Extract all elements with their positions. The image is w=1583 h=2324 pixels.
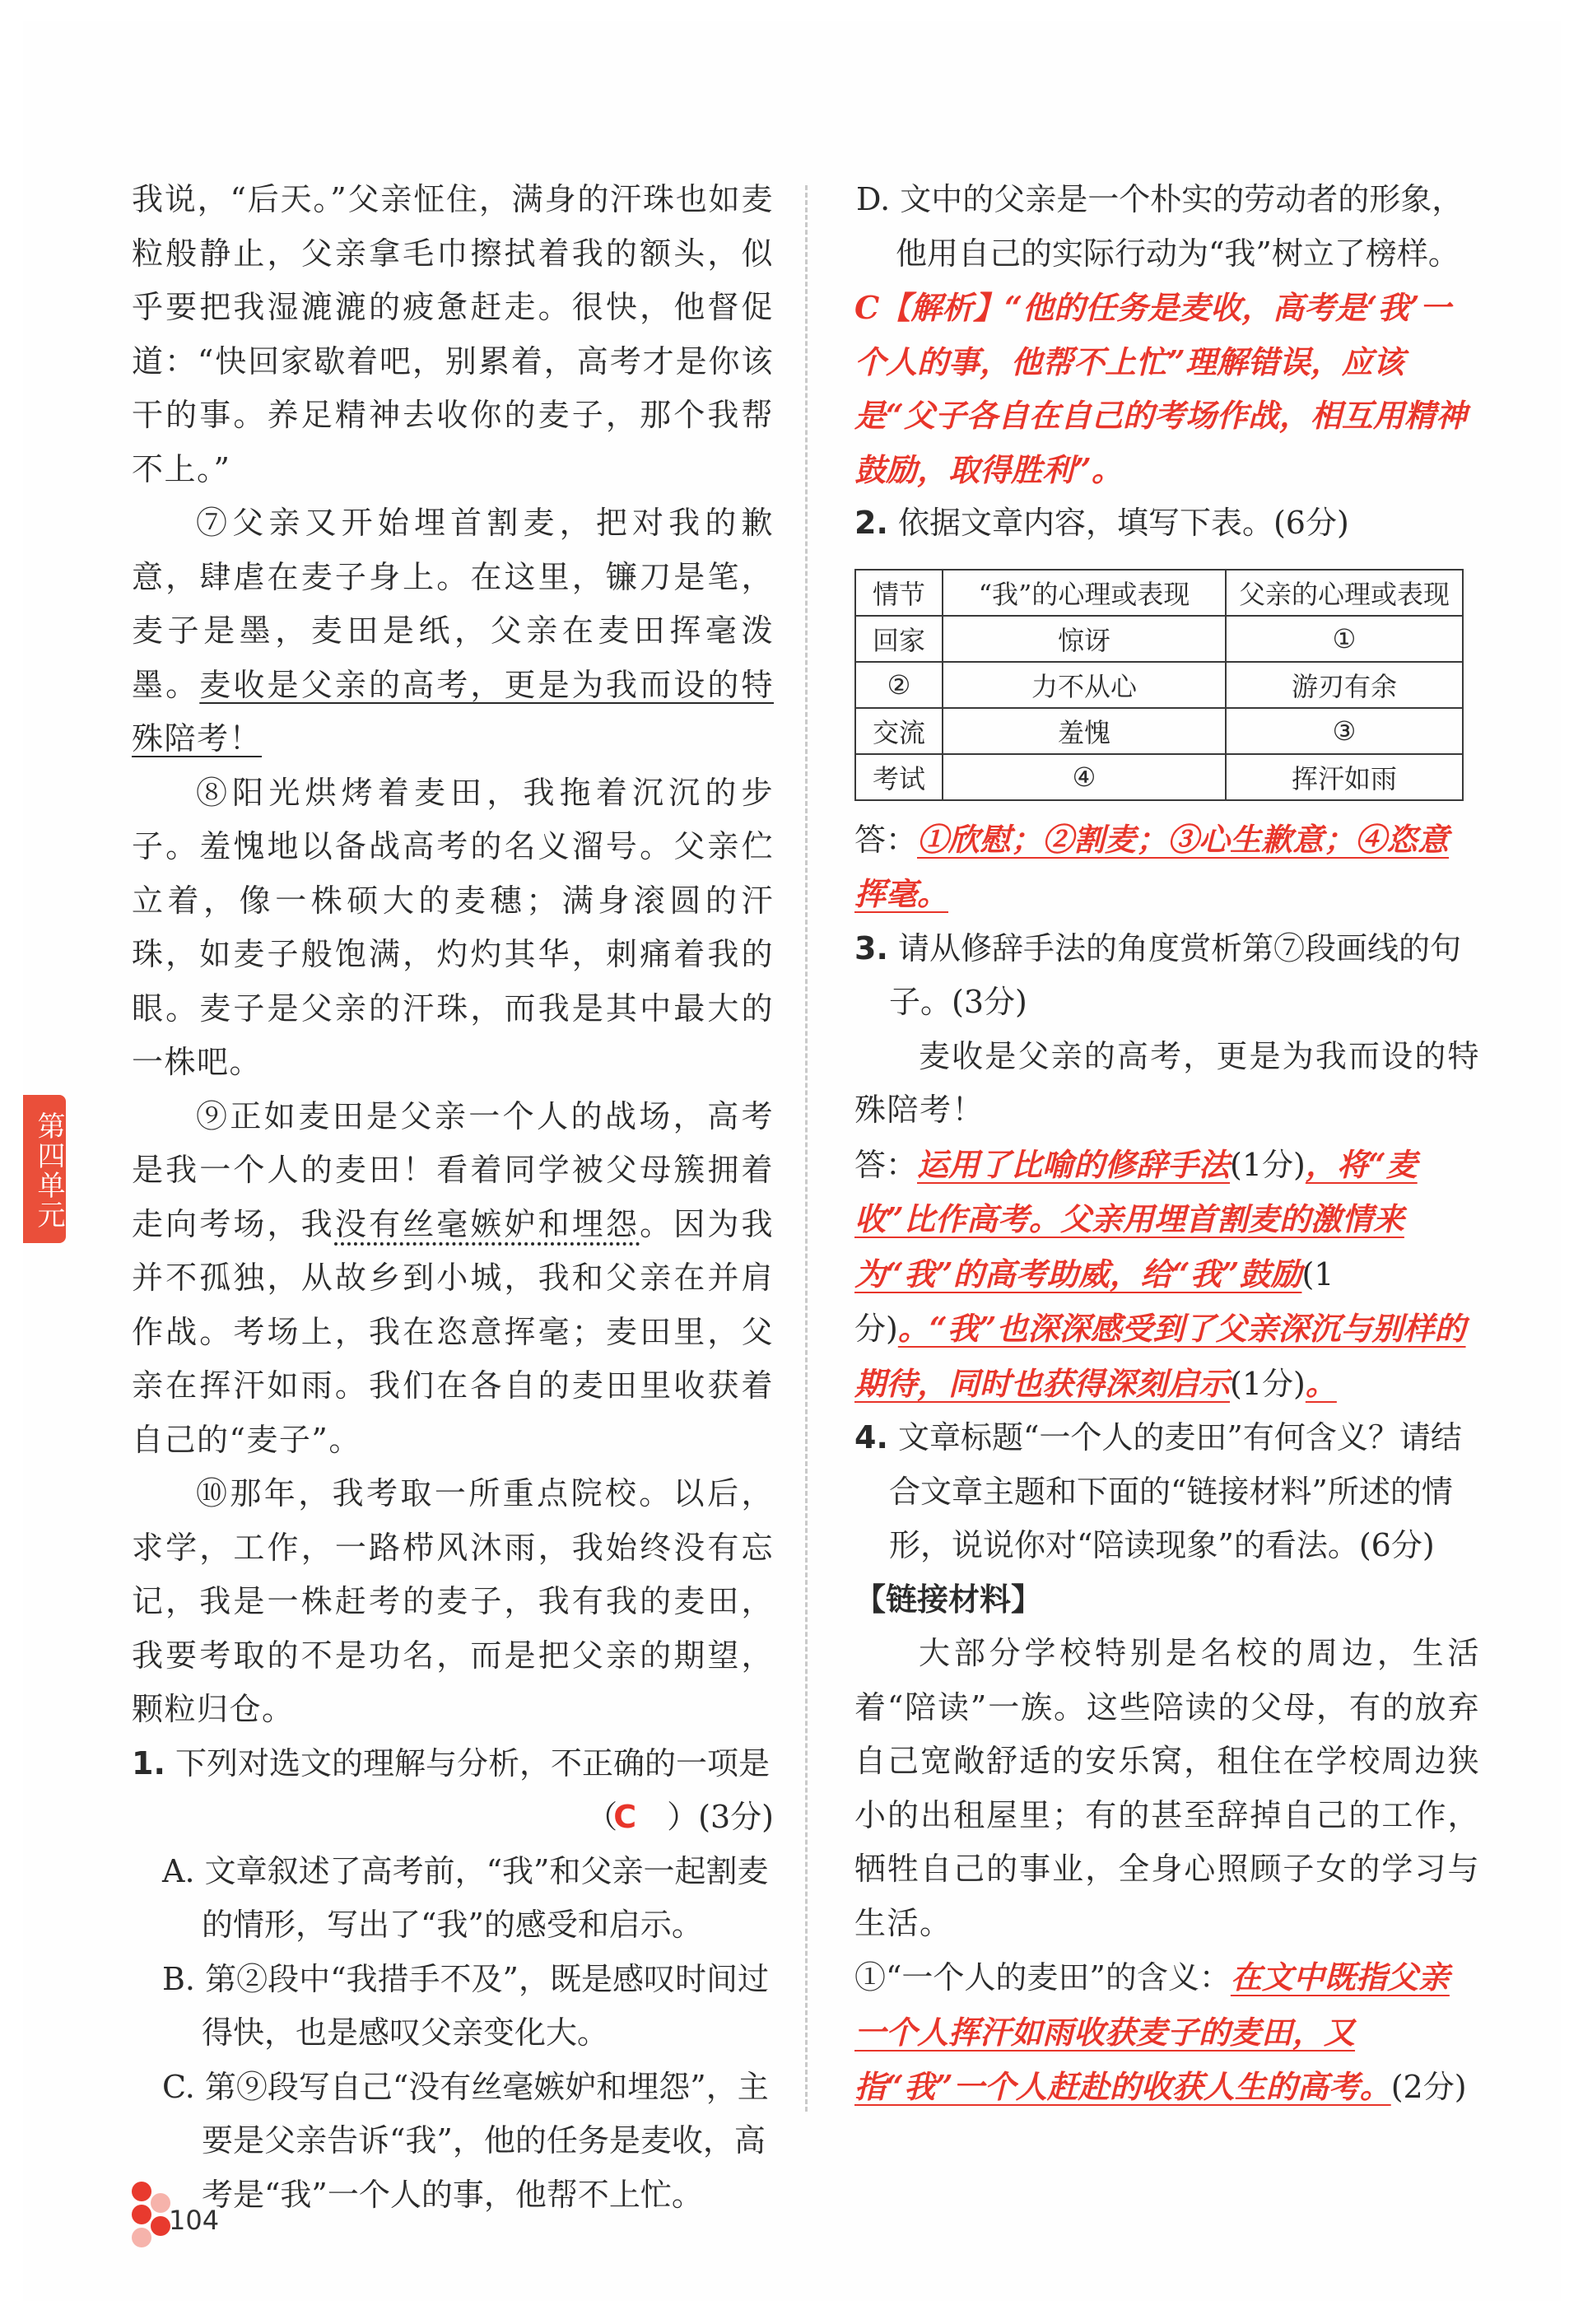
table-cell: 惊讶 xyxy=(943,616,1226,662)
paragraph-9 xyxy=(132,1090,774,1468)
question-3-answer-part: ，将“麦收”比作高考。父亲用埋首割麦的激情来为“我”的高考助威，给“我”鼓励 xyxy=(854,1145,1418,1292)
question-4-sub-1 xyxy=(854,1950,1480,2115)
table-header-cell: “我”的心理或表现 xyxy=(943,570,1226,616)
paragraph-intro-text: 我说，“后天。”父亲怔住，满身的汗珠也如麦粒般静止，父亲拿毛巾擦拭着我的额头，似乎要把我湿漉漉的疲惫赶走。很快，他督促道：“快回家歇着吧，别累着，高考才是你该干的事。养足精神去收你的麦子，那个我帮不上。” xyxy=(132,181,774,487)
table-cell: 羞愧 xyxy=(943,708,1226,754)
unit-side-tab: 第四单元 xyxy=(23,1095,66,1243)
table-row xyxy=(855,616,1463,662)
table-cell: 挥汗如雨 xyxy=(1226,754,1463,800)
paragraph-8-text: ⑧阳光烘烤着麦田，我拖着沉沉的步子。羞愧地以备战高考的名义溜号。父亲伫立着，像一株硕大的麦穗；满身滚圆的汗珠，如麦子般饱满，灼灼其华，刺痛着我的眼。麦子是父亲的汗珠，而我是其中最大的一株吧。 xyxy=(132,774,774,1080)
question-4 xyxy=(854,1411,1480,1573)
option-a: A. 文章叙述了高考前，“我”和父亲一起割麦的情形，写出了“我”的感受和启示。 xyxy=(162,1852,769,1943)
option-b: B. 第②段中“我措手不及”，既是感叹时间过得快，也是感叹父亲变化大。 xyxy=(162,1960,769,2051)
table-cell: 力不从心 xyxy=(943,662,1226,708)
question-2-answer-text: ①欣慰；②割麦；③心生歉意；④恣意挥毫。 xyxy=(854,820,1450,912)
question-1-number: 1. xyxy=(132,1744,165,1781)
answer-label: 答： xyxy=(854,821,918,858)
question-3 xyxy=(854,922,1480,1030)
paragraph-8 xyxy=(132,766,774,1090)
question-1-text: 下列对选文的理解与分析，不正确的一项是 xyxy=(175,1744,770,1781)
paragraph-7-text: ⑦父亲又开始埋首割麦，把对我的歉意，肆虐在麦子身上。在这里，镰刀是笔，麦子是墨，麦田是纸，父亲在麦田挥毫泼墨。 xyxy=(132,505,774,703)
table-cell: ④ xyxy=(943,754,1226,800)
table-cell: 考试 xyxy=(855,754,943,800)
table-cell: 游刃有余 xyxy=(1226,662,1463,708)
question-3-answer xyxy=(854,1138,1480,1412)
question-4-sub-1-label: ①“一个人的麦田”的含义： xyxy=(854,1959,1231,1996)
page-number: 104 xyxy=(169,2205,220,2236)
paragraph-9-text-b: 。因为我并不孤独，从故乡到小城，我和父亲在并肩作战。考场上，我在恣意挥毫；麦田里，父亲在挥汗如雨。我们在各自的麦田里收获着自己的“麦子”。 xyxy=(132,1205,774,1458)
right-column xyxy=(854,173,1480,2115)
question-4-text: 文章标题“一个人的麦田”有何含义？请结合文章主题和下面的“链接材料”所述的情形，说说你对“陪读现象”的看法。(6分) xyxy=(889,1419,1462,1563)
question-1-answer-line xyxy=(166,1791,774,1845)
score-mark: (1分) xyxy=(854,1255,1334,1347)
paragraph-10-text: ⑩那年，我考取一所重点院校。以后，求学，工作，一路栉风沐雨，我始终没有忘记，我是一株赶考的麦子，我有我的麦田，我要考取的不是功名，而是把父亲的期望，颗粒归仓。 xyxy=(132,1475,774,1727)
question-1-analysis: C【解析】“他的任务是麦收，高考是‘我’一个人的事，他帮不上忙”理解错误，应该是“父子各自在自己的考场作战，相互用精神鼓励，取得胜利”。 xyxy=(854,289,1467,488)
score-mark: (1分) xyxy=(1230,1146,1306,1183)
option-c: C. 第⑨段写自己“没有丝毫嫉妒和埋怨”，主要是父亲告诉“我”，他的任务是麦收，高考是“我”一个人的事，他帮不上忙。 xyxy=(162,2068,769,2213)
left-column xyxy=(132,173,774,2222)
bracket-right-score: ）(3分) xyxy=(667,1799,774,1835)
question-3-number: 3. xyxy=(854,929,888,966)
paragraph-7-underlined-sentence: 麦收是父亲的高考，更是为我而设的特殊陪考！ xyxy=(132,666,774,757)
table-row xyxy=(855,754,1463,800)
question-4-sub-1-answer: 在文中既指父亲一个人挥汗如雨收获麦子的麦田，又指“我”一个人赶赴的收获人生的高考。 xyxy=(854,1958,1450,2105)
column-divider xyxy=(805,185,808,2112)
summary-table xyxy=(854,569,1464,801)
table-cell: 交流 xyxy=(855,708,943,754)
question-1-bracket xyxy=(586,1791,774,1845)
bracket-left: （ xyxy=(586,1799,618,1835)
table-cell: ③ xyxy=(1226,708,1463,754)
question-3-quote: 麦收是父亲的高考，更是为我而设的特殊陪考！ xyxy=(854,1037,1480,1128)
paragraph-10 xyxy=(132,1467,774,1737)
link-material-heading: 【链接材料】 xyxy=(854,1581,1043,1618)
table-header-row xyxy=(855,570,1463,616)
table-cell: 回家 xyxy=(855,616,943,662)
paragraph-intro xyxy=(132,173,774,496)
paragraph-9-dotted-phrase: 没有丝毫嫉妒和埋怨 xyxy=(334,1205,640,1242)
table-cell: ② xyxy=(855,662,943,708)
question-1-answer: C xyxy=(613,1799,637,1835)
table-cell: ① xyxy=(1226,616,1463,662)
question-2-text: 依据文章内容，填写下表。(6分) xyxy=(897,505,1349,541)
table-header-cell: 情节 xyxy=(855,570,943,616)
score-mark: (2分) xyxy=(1390,2069,1467,2105)
paragraph-9-text-a: ⑨正如麦田是父亲一个人的战场，高考是我一个人的麦田！看着同学被父母簇拥着走向考场，我 xyxy=(132,1097,774,1242)
link-material-text: 大部分学校特别是名校的周边，生活着“陪读”一族。这些陪读的父母，有的放弃自己宽敞舒适的安乐窝，租住在学校周边狭小的出租屋里；有的甚至辞掉自己的工作，牺牲自己的事业，全身心照顾子女的学习与生活。 xyxy=(854,1635,1480,1941)
question-2-answer xyxy=(854,813,1480,922)
question-2-number: 2. xyxy=(854,505,888,541)
score-mark: (1分) xyxy=(1230,1365,1306,1402)
question-4-number: 4. xyxy=(854,1419,888,1455)
table-row xyxy=(855,662,1463,708)
question-3-answer-part: 。 xyxy=(1305,1364,1337,1402)
question-3-text: 请从修辞手法的角度赏析第⑦段画线的句子。(3分) xyxy=(889,929,1461,1020)
question-2 xyxy=(854,496,1480,551)
option-d: D. 文中的父亲是一个朴实的劳动者的形象，他用自己的实际行动为“我”树立了榜样。 xyxy=(856,181,1464,272)
answer-label: 答： xyxy=(854,1146,918,1183)
question-3-answer-part: 运用了比喻的修辞手法 xyxy=(917,1145,1231,1183)
table-row xyxy=(855,708,1463,754)
paragraph-7 xyxy=(132,496,774,766)
question-3-answer-part: 。“我”也深深感受到了父亲深沉与别样的期待，同时也获得深刻启示 xyxy=(854,1310,1466,1402)
question-1 xyxy=(132,1737,774,1845)
table-header-cell: 父亲的心理或表现 xyxy=(1226,570,1463,616)
